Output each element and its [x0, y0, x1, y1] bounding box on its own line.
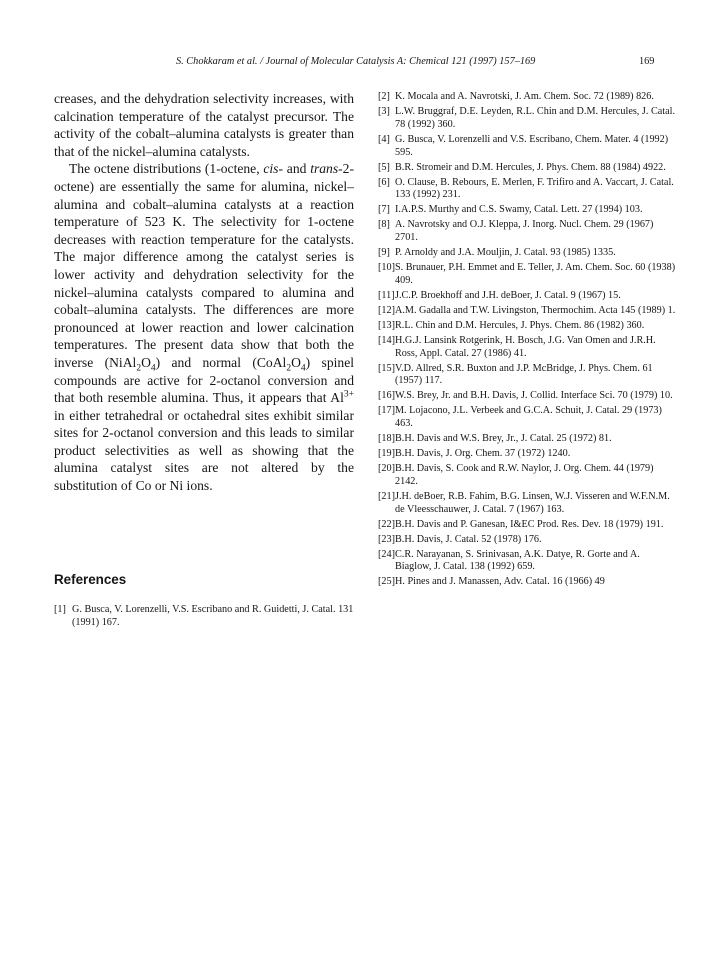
p2-text-e: ) and normal (CoAl — [155, 354, 287, 370]
reference-number: [21] — [378, 490, 395, 502]
reference-text: I.A.P.S. Murthy and C.S. Swamy, Catal. Lett. 27 (1994) 103. — [395, 204, 643, 216]
p2-text-f: O — [291, 354, 301, 370]
reference-text: G. Busca, V. Lorenzelli and V.S. Escribano, Chem. Mater. 4 (1992) 595. — [395, 133, 669, 158]
reference-item — [378, 491, 678, 517]
page-header — [0, 56, 720, 72]
reference-text: B.H. Davis, S. Cook and R.W. Naylor, J. Org. Chem. 44 (1979) 2142. — [395, 463, 654, 487]
reference-text: J.H. deBoer, R.B. Fahim, B.G. Linsen, W.J. Visseren and W.F.N.M. de Vleesschauwer, J. Catal. 7 (1967) 163. — [395, 490, 670, 515]
reference-number: [14] — [378, 334, 395, 346]
reference-item — [54, 604, 354, 630]
reference-number: [16] — [378, 390, 395, 402]
p2-text-d: O — [141, 354, 151, 370]
reference-number: [1] — [54, 604, 66, 615]
reference-item — [378, 177, 678, 203]
reference-number: [11] — [378, 289, 395, 301]
reference-item — [378, 405, 678, 431]
reference-item — [378, 162, 678, 175]
reference-number: [23] — [378, 533, 395, 545]
reference-item — [378, 463, 678, 489]
reference-item — [378, 519, 678, 532]
p2-cis: cis — [263, 161, 279, 177]
p2-sup: 3+ — [343, 389, 354, 400]
reference-number: [5] — [378, 161, 390, 173]
reference-item — [378, 262, 678, 288]
reference-text: C.R. Narayanan, S. Srinivasan, A.K. Datye, R. Gorte and A. Biaglow, J. Catal. 138 (1992) 659. — [395, 548, 640, 573]
references-left — [54, 604, 354, 630]
p2-sub-4: 4 — [300, 363, 306, 374]
reference-number: [3] — [378, 105, 390, 117]
reference-text: M. Lojacono, J.L. Verbeek and G.C.A. Schuit, J. Catal. 29 (1973) 463. — [395, 405, 662, 430]
reference-number: [13] — [378, 319, 395, 331]
reference-text: L.W. Bruggraf, D.E. Leyden, R.L. Chin and D.M. Hercules, J. Catal. 78 (1992) 360. — [395, 105, 676, 130]
reference-number: [2] — [378, 91, 390, 102]
reference-number: [4] — [378, 133, 390, 145]
reference-item — [378, 219, 678, 245]
reference-number: [18] — [378, 433, 395, 445]
page-number: 169 — [639, 56, 655, 67]
body-column — [54, 90, 354, 495]
reference-item — [378, 204, 678, 217]
p2-sub-1: 2 — [136, 363, 142, 374]
reference-text: B.H. Davis and W.S. Brey, Jr., J. Catal. 25 (1972) 81. — [395, 433, 612, 445]
reference-number: [9] — [378, 247, 390, 259]
reference-text: R.L. Chin and D.M. Hercules, J. Phys. Chem. 86 (1982) 360. — [395, 319, 645, 331]
reference-item — [378, 247, 678, 260]
reference-text: O. Clause, B. Rebours, E. Merlen, F. Trifiro and A. Vaccart, J. Catal. 133 (1992) 231. — [395, 176, 674, 201]
reference-item — [378, 534, 678, 547]
reference-number: [7] — [378, 204, 390, 216]
reference-number: [12] — [378, 304, 395, 316]
p2-text-b: - and — [278, 161, 311, 177]
reference-item — [378, 106, 678, 132]
reference-text: B.R. Stromeir and D.M. Hercules, J. Phys. Chem. 88 (1984) 4922. — [395, 161, 666, 173]
reference-number: [17] — [378, 405, 395, 417]
reference-item — [378, 305, 678, 318]
reference-item — [378, 576, 678, 589]
reference-text: B.H. Davis, J. Org. Chem. 37 (1972) 1240. — [395, 448, 571, 460]
p2-sub-3: 2 — [286, 363, 292, 374]
reference-item — [378, 448, 678, 461]
reference-number: [8] — [378, 219, 390, 231]
reference-text: G. Busca, V. Lorenzelli, V.S. Escribano and R. Guidetti, J. Catal. 131 (1991) 167. — [72, 604, 354, 628]
p2-text-a: The octene distributions (1-octene, — [69, 161, 264, 177]
references-heading: References — [54, 572, 127, 587]
reference-text: J.C.P. Broekhoff and J.H. deBoer, J. Catal. 9 (1967) 15. — [395, 289, 621, 301]
reference-item — [378, 335, 678, 361]
reference-text: A. Navrotsky and O.J. Kleppa, J. Inorg. Nucl. Chem. 29 (1967) 2701. — [395, 219, 654, 244]
p2-text-g: ) spinel compounds are active for 2-octanol conversion and that both resemble alumina. Thus, it appears that Al — [54, 354, 354, 406]
reference-text: A.M. Gadalla and T.W. Livingston, Thermochim. Acta 145 (1989) 1. — [395, 304, 676, 316]
p2-text-h: in either tetrahedral or octahedral sites exhibit similar sites for 2-octanol conversion and this leads to similar product selectivities as well as showing that the alumina catalyst sites are not altered by the substitution of Co or Ni ions. — [54, 407, 354, 494]
reference-number: [22] — [378, 518, 395, 530]
reference-text: K. Mocala and A. Navrotski, J. Am. Chem. Soc. 72 (1989) 826. — [395, 91, 654, 102]
running-title: S. Chokkaram et al. / Journal of Molecular Catalysis A: Chemical 121 (1997) 157–169 — [176, 56, 536, 67]
paragraph-2 — [54, 160, 354, 494]
reference-item — [378, 363, 678, 389]
reference-number: [19] — [378, 448, 395, 460]
p2-sub-2: 4 — [150, 363, 156, 374]
reference-text: S. Brunauer, P.H. Emmet and E. Teller, J. Am. Chem. Soc. 60 (1938) 409. — [395, 262, 676, 286]
reference-item — [378, 134, 678, 160]
reference-text: B.H. Davis, J. Catal. 52 (1978) 176. — [395, 533, 542, 545]
reference-text: H. Pines and J. Manassen, Adv. Catal. 16 (1966) 49 — [395, 576, 605, 588]
reference-number: [10] — [378, 262, 395, 274]
reference-number: [6] — [378, 176, 390, 188]
reference-text: P. Arnoldy and J.A. Mouljin, J. Catal. 93 (1985) 1335. — [395, 247, 616, 259]
references-right — [378, 91, 678, 591]
reference-text: H.G.J. Lansink Rotgerink, H. Bosch, J.G. Van Omen and J.R.H. Ross, Appl. Catal. 27 (1986) 41. — [395, 334, 656, 359]
reference-item — [378, 290, 678, 303]
reference-item — [378, 549, 678, 575]
reference-text: B.H. Davis and P. Ganesan, I&EC Prod. Res. Dev. 18 (1979) 191. — [395, 518, 664, 530]
paragraph-1: creases, and the dehydration selectivity increases, with calcination temperature of the catalyst precursor. The activity of the cobalt–alumina catalysts is greater than that of the nickel–alumina catalysts. — [54, 91, 354, 159]
reference-item — [378, 91, 678, 104]
reference-number: [24] — [378, 548, 395, 560]
p2-text-c: -2-octene) are essentially the same for alumina, nickel–alumina and cobalt–alumina catalysts at a reaction temperature of 523 K. The selectivity for 1-octene decreases with reaction temperature for the catalysts. The major difference among the catalyst series is lower activity and dehydration selectivity for the nickel–alumina catalysts compared to alumina and cobalt–alumina catalysts. The differences are more pronounced at lower reaction and lower calcination temperatures. The present data show that both the inverse (NiAl — [54, 161, 354, 370]
reference-item — [378, 433, 678, 446]
p2-trans: trans — [310, 161, 339, 177]
reference-text: W.S. Brey, Jr. and B.H. Davis, J. Collid. Interface Sci. 70 (1979) 10. — [395, 390, 673, 402]
reference-number: [15] — [378, 362, 395, 374]
reference-number: [25] — [378, 576, 395, 588]
reference-item — [378, 320, 678, 333]
reference-number: [20] — [378, 463, 395, 475]
reference-item — [378, 390, 678, 403]
reference-text: V.D. Allred, S.R. Buxton and J.P. McBridge, J. Phys. Chem. 61 (1957) 117. — [395, 362, 653, 387]
